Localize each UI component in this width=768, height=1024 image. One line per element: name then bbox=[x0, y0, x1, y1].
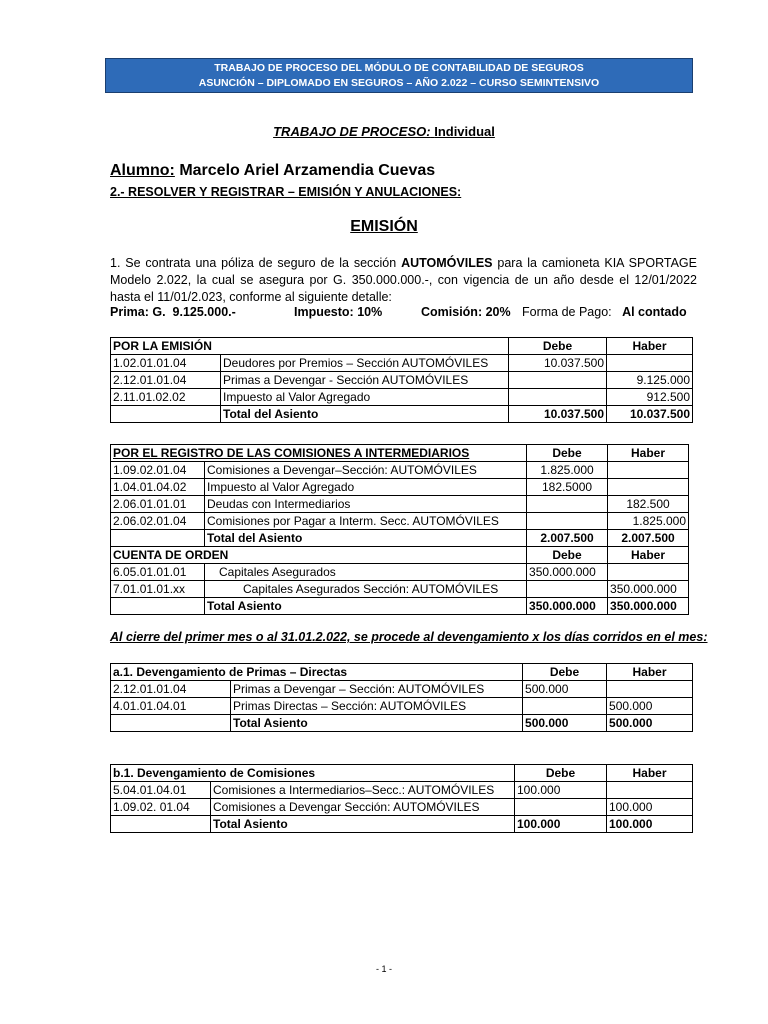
haber-header: Haber bbox=[608, 445, 689, 462]
account-code: 2.06.01.01.01 bbox=[111, 496, 205, 513]
header-line-2: ASUNCIÓN – DIPLOMADO EN SEGUROS – AÑO 2.022 – CURSO SEMINTENSIVO bbox=[198, 77, 600, 89]
haber-value bbox=[608, 564, 689, 581]
total-row bbox=[111, 816, 693, 833]
debe-value: 350.000.000 bbox=[527, 564, 608, 581]
account-code: 2.06.02.01.04 bbox=[111, 513, 205, 530]
account-desc: Capitales Asegurados bbox=[205, 564, 527, 581]
total-row bbox=[111, 530, 689, 547]
debe-value bbox=[527, 496, 608, 513]
haber-value bbox=[607, 355, 693, 372]
document-title bbox=[0, 124, 768, 139]
title-value: Individual bbox=[434, 124, 495, 139]
total-debe: 2.007.500 bbox=[527, 530, 608, 547]
haber-value: 100.000 bbox=[607, 799, 693, 816]
account-desc: Impuesto al Valor Agregado bbox=[205, 479, 527, 496]
problem-text-b: para la camioneta KIA SPORTAGE Modelo 2.022, la cual se asegura por G. 350.000.000.-, con vigencia de un año desde el 12/01/2022 hasta el 11/01/2.023, conforme al siguiente detalle: bbox=[110, 256, 697, 304]
impuesto-text: Impuesto: 10% bbox=[294, 305, 383, 319]
account-code: 6.05.01.01.01 bbox=[111, 564, 205, 581]
table-row bbox=[111, 581, 689, 598]
account-code: 2.12.01.01.04 bbox=[111, 681, 231, 698]
table-row bbox=[111, 564, 689, 581]
prima-label: Prima: G. bbox=[110, 305, 166, 319]
student-label: Alumno: bbox=[110, 162, 175, 179]
empty-cell bbox=[111, 406, 221, 423]
account-desc: Primas Directas – Sección: AUTOMÓVILES bbox=[231, 698, 523, 715]
table-row bbox=[111, 681, 693, 698]
header-banner bbox=[105, 58, 693, 93]
debe-value bbox=[509, 372, 607, 389]
account-desc: Impuesto al Valor Agregado bbox=[221, 389, 509, 406]
debe-header: Debe bbox=[523, 664, 607, 681]
debe-value bbox=[527, 513, 608, 530]
table-header-row bbox=[111, 338, 693, 355]
debe-header: Debe bbox=[509, 338, 607, 355]
table-devengamiento-comisiones bbox=[110, 764, 693, 833]
debe-value bbox=[509, 389, 607, 406]
table-title: POR LA EMISIÓN bbox=[111, 338, 509, 355]
table-header-row bbox=[111, 765, 693, 782]
haber-value: 182.500 bbox=[608, 496, 689, 513]
account-desc: Deudas con Intermediarios bbox=[205, 496, 527, 513]
total-row bbox=[111, 406, 693, 423]
table-title: b.1. Devengamiento de Comisiones bbox=[111, 765, 515, 782]
prima-line bbox=[110, 305, 236, 319]
debe-value bbox=[527, 581, 608, 598]
account-code: 7.01.01.01.xx bbox=[111, 581, 205, 598]
table-row bbox=[111, 479, 689, 496]
total-label: Total Asiento bbox=[211, 816, 515, 833]
table-devengamiento-primas bbox=[110, 663, 693, 732]
total-row bbox=[111, 598, 689, 615]
problem-paragraph bbox=[110, 255, 697, 306]
debe-header: Debe bbox=[527, 445, 608, 462]
haber-header: Haber bbox=[608, 547, 689, 564]
table-comisiones bbox=[110, 444, 689, 615]
haber-value: 1.825.000 bbox=[608, 513, 689, 530]
table-title: POR EL REGISTRO DE LAS COMISIONES A INTERMEDIARIOS bbox=[111, 445, 527, 462]
account-code: 1.09.02.01.04 bbox=[111, 462, 205, 479]
table-row bbox=[111, 389, 693, 406]
page-number: - 1 - bbox=[375, 964, 392, 974]
forma-value: Al contado bbox=[622, 305, 687, 319]
total-debe: 350.000.000 bbox=[527, 598, 608, 615]
account-code: 2.11.01.02.02 bbox=[111, 389, 221, 406]
table-emision bbox=[110, 337, 693, 423]
haber-value bbox=[607, 782, 693, 799]
empty-cell bbox=[111, 715, 231, 732]
total-label: Total Asiento bbox=[205, 598, 527, 615]
table-row bbox=[111, 799, 693, 816]
haber-value: 9.125.000 bbox=[607, 372, 693, 389]
total-row bbox=[111, 715, 693, 732]
table-row bbox=[111, 355, 693, 372]
table-row bbox=[111, 372, 693, 389]
account-desc: Capitales Asegurados Sección: AUTOMÓVILES bbox=[205, 581, 527, 598]
haber-header: Haber bbox=[607, 664, 693, 681]
haber-header: Haber bbox=[607, 765, 693, 782]
account-code: 2.12.01.01.04 bbox=[111, 372, 221, 389]
student-line bbox=[110, 162, 435, 180]
account-desc: Primas a Devengar – Sección: AUTOMÓVILES bbox=[231, 681, 523, 698]
table-header-row bbox=[111, 547, 689, 564]
orden-title: CUENTA DE ORDEN bbox=[111, 547, 527, 564]
forma-label: Forma de Pago: bbox=[522, 305, 612, 319]
forma-pago bbox=[522, 305, 687, 319]
account-desc: Comisiones a Devengar Sección: AUTOMÓVILES bbox=[211, 799, 515, 816]
empty-cell bbox=[111, 598, 205, 615]
debe-value: 100.000 bbox=[515, 782, 607, 799]
emision-heading: EMISIÓN bbox=[350, 218, 418, 235]
total-debe: 500.000 bbox=[523, 715, 607, 732]
haber-value: 912.500 bbox=[607, 389, 693, 406]
debe-value: 10.037.500 bbox=[509, 355, 607, 372]
haber-header: Haber bbox=[607, 338, 693, 355]
account-desc: Comisiones a Devengar–Sección: AUTOMÓVILES bbox=[205, 462, 527, 479]
problem-text-a: 1. Se contrata una póliza de seguro de la sección bbox=[110, 256, 397, 270]
total-label: Total del Asiento bbox=[205, 530, 527, 547]
empty-cell bbox=[111, 530, 205, 547]
total-label: Total Asiento bbox=[231, 715, 523, 732]
problem-text-bold: AUTOMÓVILES bbox=[401, 256, 493, 270]
account-desc: Deudores por Premios – Sección AUTOMÓVILES bbox=[221, 355, 509, 372]
empty-cell bbox=[111, 816, 211, 833]
haber-value bbox=[607, 681, 693, 698]
account-code: 4.01.01.04.01 bbox=[111, 698, 231, 715]
total-haber: 100.000 bbox=[607, 816, 693, 833]
debe-header: Debe bbox=[515, 765, 607, 782]
comision-text: Comisión: 20% bbox=[421, 305, 511, 319]
total-debe: 10.037.500 bbox=[509, 406, 607, 423]
haber-value bbox=[608, 479, 689, 496]
header-line-1: TRABAJO DE PROCESO DEL MÓDULO DE CONTABILIDAD DE SEGUROS bbox=[214, 62, 584, 74]
section-title: 2.- RESOLVER Y REGISTRAR – EMISIÓN Y ANULACIONES: bbox=[110, 185, 462, 199]
debe-value bbox=[515, 799, 607, 816]
table-row bbox=[111, 782, 693, 799]
total-debe: 100.000 bbox=[515, 816, 607, 833]
haber-value: 350.000.000 bbox=[608, 581, 689, 598]
debe-value: 1.825.000 bbox=[527, 462, 608, 479]
account-desc: Comisiones por Pagar a Interm. Secc. AUTOMÓVILES bbox=[205, 513, 527, 530]
prima-value: 9.125.000.- bbox=[172, 305, 236, 319]
debe-value bbox=[523, 698, 607, 715]
account-code: 1.04.01.04.02 bbox=[111, 479, 205, 496]
account-desc: Comisiones a Intermediarios–Secc.: AUTOMÓVILES bbox=[211, 782, 515, 799]
total-haber: 350.000.000 bbox=[608, 598, 689, 615]
account-code: 5.04.01.04.01 bbox=[111, 782, 211, 799]
closing-note: Al cierre del primer mes o al 31.01.2.022, se procede al devengamiento x los días corridos en el mes: bbox=[110, 630, 708, 644]
table-title: a.1. Devengamiento de Primas – Directas bbox=[111, 664, 523, 681]
student-name: Marcelo Ariel Arzamendia Cuevas bbox=[179, 162, 436, 179]
title-label: TRABAJO DE PROCESO: bbox=[273, 124, 431, 139]
account-code: 1.09.02. 01.04 bbox=[111, 799, 211, 816]
table-row bbox=[111, 698, 693, 715]
table-header-row bbox=[111, 445, 689, 462]
table-row bbox=[111, 462, 689, 479]
debe-header: Debe bbox=[527, 547, 608, 564]
total-haber: 2.007.500 bbox=[608, 530, 689, 547]
haber-value bbox=[608, 462, 689, 479]
total-haber: 500.000 bbox=[607, 715, 693, 732]
total-haber: 10.037.500 bbox=[607, 406, 693, 423]
debe-value: 500.000 bbox=[523, 681, 607, 698]
account-code: 1.02.01.01.04 bbox=[111, 355, 221, 372]
table-header-row bbox=[111, 664, 693, 681]
table-row bbox=[111, 496, 689, 513]
haber-value: 500.000 bbox=[607, 698, 693, 715]
account-desc: Primas a Devengar - Sección AUTOMÓVILES bbox=[221, 372, 509, 389]
table-row bbox=[111, 513, 689, 530]
total-label: Total del Asiento bbox=[221, 406, 509, 423]
debe-value: 182.5000 bbox=[527, 479, 608, 496]
